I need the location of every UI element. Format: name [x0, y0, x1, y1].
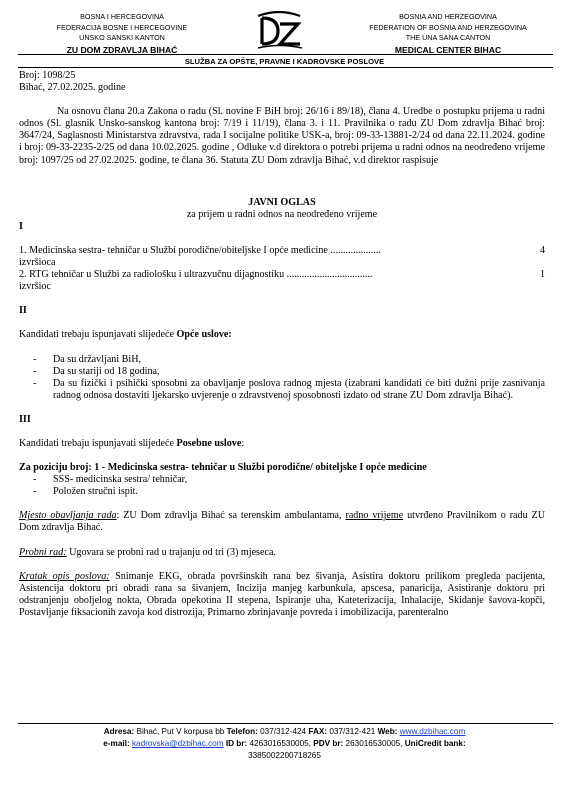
bank-label: UniCredit bank:: [404, 739, 466, 749]
general-conditions-label: Opće uslove:: [176, 329, 232, 341]
position-two: [19, 269, 545, 281]
position-one-heading: Za poziciju broj: 1 - Medicinska sestra- tehničar u Službi porodične/ obiteljske I opće medicine: [19, 462, 427, 474]
work-location-text: : ZU Dom zdravlja Bihać sa terenskim ambulantama,: [116, 510, 346, 522]
position-two-unit: izvršioc: [19, 281, 51, 293]
header-divider-bottom: [18, 67, 553, 68]
website-link[interactable]: www.dzbihac.com: [399, 727, 466, 736]
list-item: - Da su državljani BiH,: [33, 353, 142, 365]
special-conditions-colon: :: [241, 437, 245, 449]
address-value: Bihać, Put V korpusa bb: [134, 727, 227, 736]
general-conditions-lead: Kandidati trebaju ispunjavati slijedeće: [19, 329, 177, 341]
job-description-label: Kratak opis poslova:: [19, 570, 110, 582]
header-country-en: BOSNIA AND HERZEGOVINA: [399, 12, 497, 21]
document-subtitle: za prijem u radni odnos na neodređeno vrijeme: [186, 208, 378, 220]
vat-label: PDV br:: [313, 739, 344, 749]
work-location: [19, 510, 545, 534]
general-conditions-intro: [19, 329, 545, 341]
footer: [0, 726, 569, 763]
position-one-requirements: [19, 474, 545, 498]
header-institution: ZU DOM ZDRAVLJA BIHAĆ: [66, 44, 178, 55]
phone-value: 037/312-424: [257, 727, 309, 736]
document-number: Broj: 1098/25: [19, 70, 76, 81]
dz-logo-icon: [252, 10, 306, 50]
fax-label: FAX:: [308, 727, 328, 736]
probation: [19, 547, 545, 559]
email-label: e-mail:: [103, 739, 130, 749]
position-one-unit: izvršioca: [19, 257, 56, 269]
list-item: - Položen stručni ispit.: [33, 486, 138, 498]
list-item: - Da su fizički i psihički sposobni za obavljanje poslova radnog mjesta (izabrani kandidati će biti dužni prije zasnivanja radnog odnosa dostaviti ljekarsko uvjerenje o zdravstvenoj sposobnosti izdato od strane ZU Dom zdravlja Bihać).: [33, 377, 545, 401]
document-title: JAVNI OGLAS: [248, 196, 316, 208]
probation-label: Probni rad:: [19, 546, 67, 558]
header-canton: UNSKO SANSKI KANTON: [79, 33, 165, 42]
header-federation-en: FEDERATION OF BOSNIA AND HERZEGOVINA: [369, 22, 527, 32]
position-one-count: 4: [539, 244, 545, 256]
footer-line-one: [0, 726, 569, 738]
job-description-text: Snimanje EKG, obrada površinskih rana bez šivanja, Asistira doktoru prilikom pregleda pacijenta, Asistencija doktoru pri obradi rana sa šivanjem, Incizija manjeg karbunkula, apscesa, panaricija, Asistiranje doktoru pri odstranjenju oboljelog nokta, Obrada opekotina II stepena, Ispiranje uha, Kateterizacija, Inhalacije, Skidanje šavova-kopči, Postavljanje fiksacionih zavoja kod distrozija, Primarno zbrinjavanje povreda i imobilizacija, parenteralno: [19, 570, 545, 618]
address-label: Adresa:: [103, 727, 135, 736]
footer-line-two: [0, 738, 569, 750]
job-description: [19, 571, 545, 619]
document-body: [19, 70, 545, 619]
position-two-text: 2. RTG tehničar u Službi za radiološku i ultrazvučnu dijagnostiku ..................................: [19, 269, 373, 281]
special-conditions-intro: [19, 438, 545, 450]
probation-text: Ugovara se probni rad u trajanju od tri (3) mjeseca.: [66, 546, 276, 558]
service-title: SLUŽBA ZA OPŠTE, PRAVNE I KADROVSKE POSLOVE: [184, 57, 385, 66]
working-hours-text: utvrđeno Pravilnikom o radu ZU Dom zdravlja Bihać.: [19, 510, 545, 534]
header-institution-en: MEDICAL CENTER BIHAC: [394, 44, 502, 55]
section-two-heading: II: [19, 305, 27, 317]
position-two-count: 1: [539, 269, 545, 281]
list-item: - Da su stariji od 18 godina,: [33, 365, 160, 377]
footer-divider: [18, 723, 553, 724]
document-date: Bihać, 27.02.2025. godine: [19, 82, 126, 94]
web-label: Web:: [377, 727, 398, 736]
intro-paragraph: Na osnovu člana 20.a Zakona o radu (Sl. novine F BiH broj: 26/16 i 89/18), člana 4. Uredbe o postupku prijema u radni odnos (Sl. glasnik Unsko-sanskog kantona broj: 7/19 i 11/19), člana 3. i 11. Pravilnika o radu ZU Dom zdravlja Bihać broj: 3647/24, Saglasnosti Ministarstva zdravstva, rada I socijalne politike USK-a, broj: 09-33-13881-2/24 od dana 22.11.2024. godine i broj: 09-33-2235-2/25 od dana 10.02.2025. godine , Odluke v.d direktora o potrebi prijema u radni odnos na neodređeno vrijeme broj: 1097/25 od 27.02.2025. godine, te člana 36. Statuta ZU Dom zdravlja Bihać, v.d direktor raspisuje: [19, 106, 545, 166]
general-conditions-list: [19, 354, 545, 402]
email-link[interactable]: kadrovska@dzbihac.com: [131, 739, 224, 749]
header-left-block: [22, 12, 222, 56]
bank-account: 3385002200718265: [248, 751, 321, 761]
position-one: [19, 245, 545, 257]
work-location-label: Mjesto obavljanja rada: [19, 510, 117, 522]
position-one-text: 1. Medicinska sestra- tehničar u Službi porodične/obiteljske I opće medicine ....................: [19, 244, 381, 256]
section-three-heading: III: [19, 413, 31, 425]
fax-value: 037/312-421: [327, 727, 378, 736]
id-label: ID br:: [223, 739, 248, 749]
special-conditions-label: Posebne uslove: [176, 437, 242, 449]
section-one-heading: I: [19, 220, 23, 232]
header-right-block: [348, 12, 548, 56]
special-conditions-lead: Kandidati trebaju ispunjavati slijedeće: [19, 437, 177, 449]
header-federation: FEDERACIJA BOSNE I HERCEGOVINE: [56, 22, 188, 32]
header-canton-en: THE UNA SANA CANTON: [405, 33, 491, 42]
vat-value: 263016530005,: [343, 739, 405, 749]
phone-label: Telefon:: [226, 727, 258, 736]
id-value: 4263016530005,: [247, 739, 314, 749]
header-country: BOSNA I HERCEGOVINA: [80, 12, 164, 21]
list-item: - SSS- medicinska sestra/ tehničar,: [33, 474, 188, 486]
header-divider-top: [18, 54, 553, 55]
working-hours-label: radno vrijeme: [345, 510, 404, 522]
